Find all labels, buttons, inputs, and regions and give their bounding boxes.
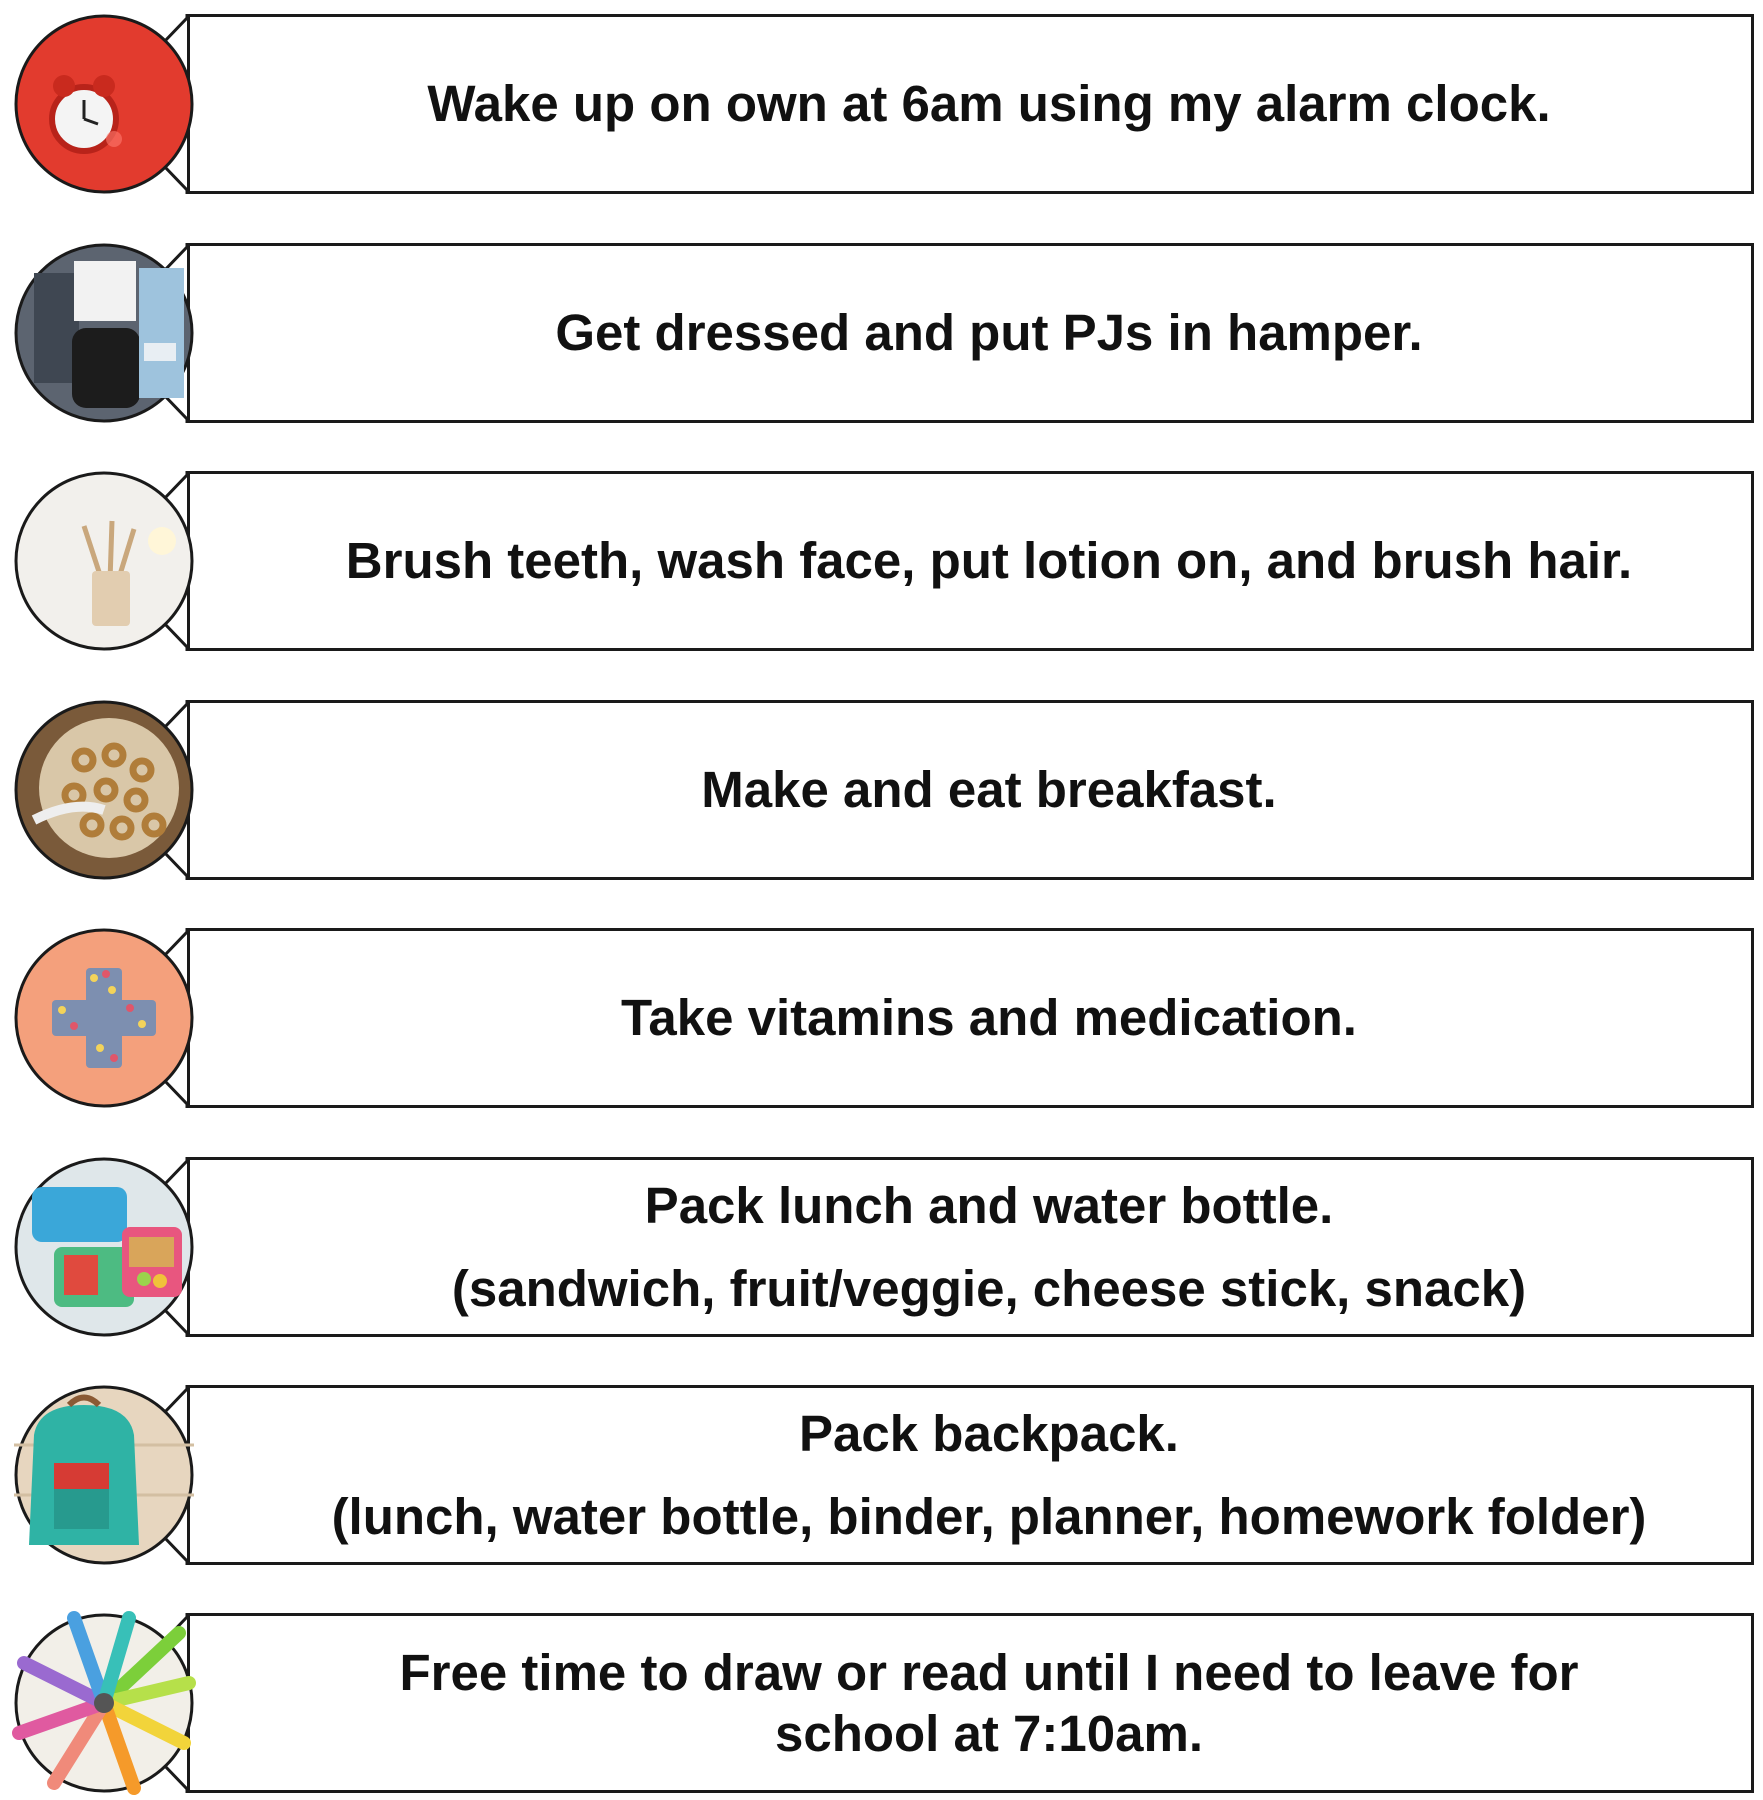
step-text [254, 14, 1724, 194]
routine-step [14, 1157, 1754, 1337]
step-line-1: Get dressed and put PJs in hamper. [555, 304, 1423, 362]
backpack-icon [14, 1385, 214, 1565]
routine-step [14, 700, 1754, 880]
step-line-1: Make and eat breakfast. [701, 761, 1277, 819]
alarm-clock-icon [14, 14, 214, 194]
step-line-2: (sandwich, fruit/veggie, cheese stick, snack) [451, 1260, 1527, 1317]
step-line-1: Free time to draw or read until I need to leave for [399, 1643, 1579, 1701]
step-line-1: Pack backpack. [799, 1404, 1179, 1462]
step-text [254, 1157, 1724, 1337]
clothes-backpack-icon [14, 243, 214, 423]
step-line-1: Take vitamins and medication. [621, 989, 1357, 1047]
toothbrush-cup-icon [14, 471, 214, 651]
step-line-1: Wake up on own at 6am using my alarm clock. [427, 75, 1551, 133]
step-text [254, 243, 1724, 423]
step-text [254, 471, 1724, 651]
pill-cross-icon [14, 928, 214, 1108]
routine-step [14, 928, 1754, 1108]
step-text [254, 700, 1724, 880]
routine-step [14, 243, 1754, 423]
step-text [254, 1385, 1724, 1565]
cereal-bowl-icon [14, 700, 214, 880]
step-text [254, 928, 1724, 1108]
step-line-2: school at 7:10am. [775, 1705, 1203, 1762]
routine-step [14, 1613, 1754, 1793]
colored-pencils-icon [14, 1613, 214, 1793]
step-text [254, 1613, 1724, 1793]
routine-step [14, 14, 1754, 194]
step-line-2: (lunch, water bottle, binder, planner, homework folder) [331, 1488, 1647, 1545]
routine-step [14, 471, 1754, 651]
step-line-1: Brush teeth, wash face, put lotion on, and brush hair. [345, 532, 1633, 590]
step-line-1: Pack lunch and water bottle. [644, 1176, 1334, 1234]
routine-step [14, 1385, 1754, 1565]
lunchbox-icon [14, 1157, 214, 1337]
